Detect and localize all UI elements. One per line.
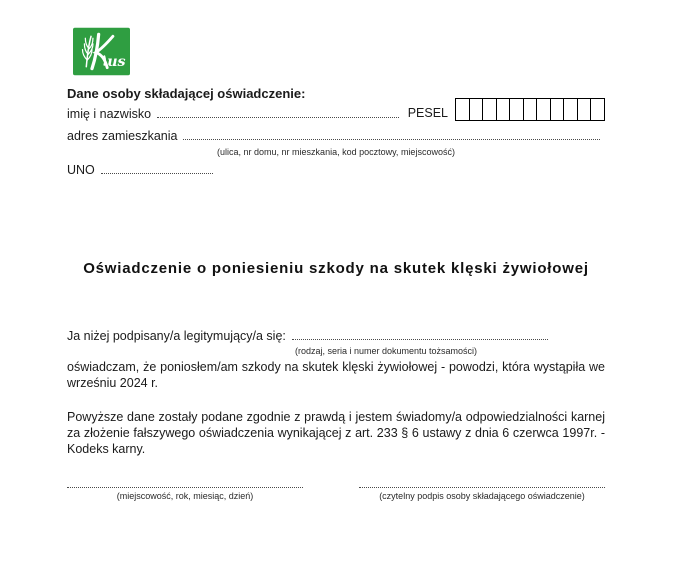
legal-paragraph: Powyższe dane zostały podane zgodnie z prawdą i jestem świadomy/a odpowiedzialności karnej za złożenie fałszywego oświadczenia wynikającej z art. 233 § 6 ustawy z dnia 6 czerwca 1997r. - Kodeks karny.	[67, 410, 605, 456]
address-label: adres zamieszkania	[67, 129, 178, 143]
section-heading: Dane osoby składającej oświadczenie:	[67, 86, 306, 101]
pesel-cell	[523, 99, 537, 120]
signature-hint: (czytelny podpis osoby składającego oświadczenie)	[379, 491, 585, 501]
identity-label: Ja niżej podpisany/a legitymujący/a się:	[67, 329, 286, 343]
pesel-cell	[509, 99, 523, 120]
pesel-cell	[469, 99, 483, 120]
name-dotted-line	[157, 117, 399, 118]
identity-hint: (rodzaj, seria i numer dokumentu tożsamości)	[294, 346, 478, 356]
identity-dotted-line	[292, 339, 548, 340]
address-dotted-line	[183, 139, 600, 140]
date-dotted-line	[67, 481, 303, 488]
pesel-cell	[590, 99, 604, 120]
pesel-cell	[536, 99, 550, 120]
pesel-cell	[563, 99, 577, 120]
krus-logo-icon	[73, 27, 130, 76]
date-hint: (miejscowość, rok, miesiąc, dzień)	[116, 491, 254, 501]
uno-row	[67, 163, 605, 177]
pesel-cell	[577, 99, 591, 120]
signature-name-block	[359, 481, 605, 501]
pesel-label: PESEL	[407, 106, 448, 120]
address-hint: (ulica, nr domu, nr mieszkania, kod pocztowy, miejscowość)	[217, 147, 455, 157]
document-title: Oświadczenie o poniesieniu szkody na skutek klęski żywiołowej	[83, 260, 589, 277]
pesel-cell	[482, 99, 496, 120]
uno-label: UNO	[67, 163, 95, 177]
pesel-cell	[456, 99, 469, 120]
svg-text:us: us	[107, 53, 126, 70]
pesel-cell	[550, 99, 564, 120]
krus-logo-graphic	[73, 27, 130, 76]
name-label: imię i nazwisko	[67, 107, 152, 121]
signature-area	[67, 481, 605, 501]
name-pesel-row	[67, 98, 605, 121]
uno-dotted-line	[101, 173, 213, 174]
signature-dotted-line	[359, 481, 605, 488]
pesel-grid	[455, 98, 605, 121]
identity-row	[67, 329, 553, 343]
address-row	[67, 129, 605, 143]
pesel-cell	[496, 99, 510, 120]
signature-date-block	[67, 481, 303, 501]
statement-paragraph: oświadczam, że poniosłem/am szkody na skutek klęski żywiołowej - powodzi, która wystąpiła we wrześniu 2024 r.	[67, 360, 605, 390]
